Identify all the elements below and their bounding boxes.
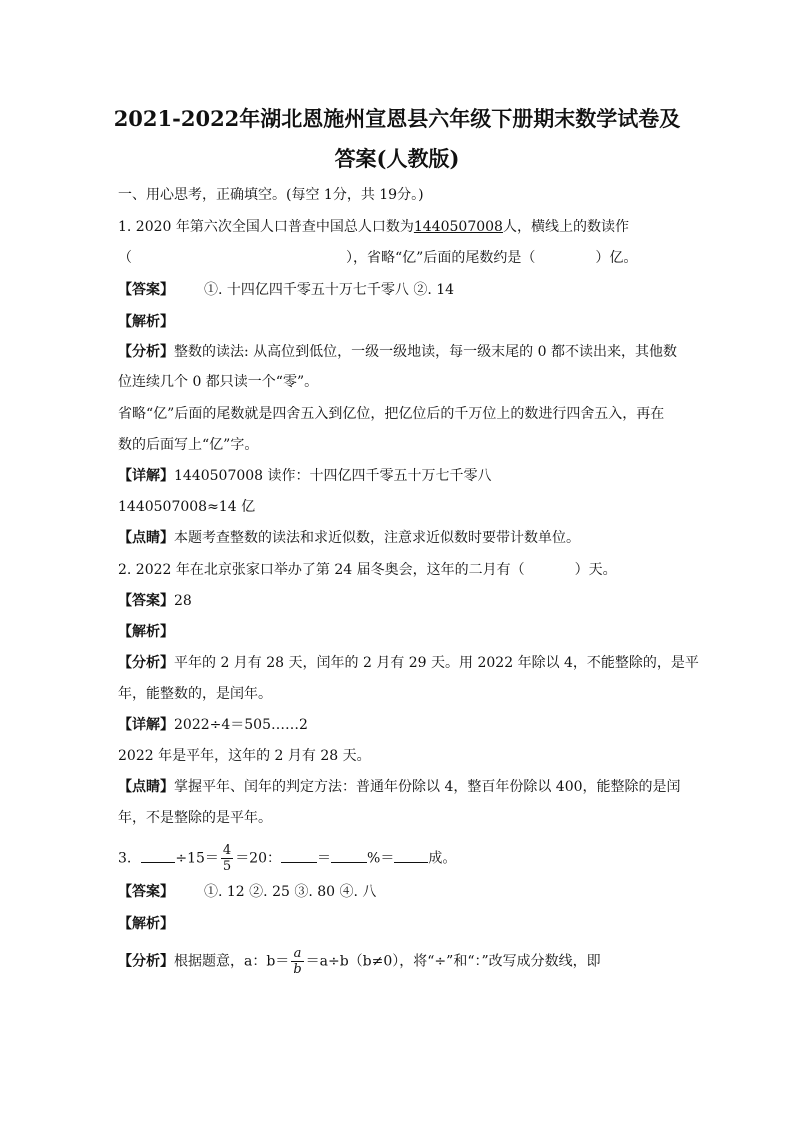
xiangjie-tag: 【详解】 <box>118 468 174 484</box>
fenxi-tag: 【分析】 <box>118 953 174 970</box>
q1-omit-text: ），省略“亿”后面的尾数约是（ <box>346 250 536 266</box>
q1-fenxi-3: 省略“亿”后面的尾数就是四舍五入到亿位，把亿位后的千万位上的数进行四舍五入，再在 <box>118 406 665 422</box>
xiangjie-tag: 【详解】 <box>118 717 174 733</box>
q1-stem-b: 人，横线上的数读作 <box>502 219 629 235</box>
q1-number: 1440507008 <box>413 219 503 235</box>
q2-stem-text: 2. 2022 年在北京张家口举办了第 24 届冬奥会，这年的二月有（ <box>118 562 525 578</box>
q3-frac-den: 5 <box>222 859 232 874</box>
q2-stem-end: ）天。 <box>574 562 617 578</box>
q3-blank-3 <box>331 848 367 863</box>
q3-pct: %＝ <box>367 850 395 867</box>
q1-fenxi-1 <box>118 342 677 362</box>
q2-xiangjie-text-1: 2022÷4＝505……2 <box>174 717 308 733</box>
q3-frac-num: 4 <box>222 843 232 858</box>
q1-paren-open: （ <box>118 250 132 266</box>
q3-cheng: 成。 <box>428 850 457 867</box>
q1-dianjing <box>118 528 580 548</box>
q3-fenxi-b: ＝a÷b（b≠0），将“÷”和“：”改写成分数线，即 <box>305 953 601 970</box>
q1-blanks <box>118 248 637 268</box>
q1-dianjing-text: 本题考查整数的读法和求近似数，注意求近似数时要带计数单位。 <box>174 530 580 546</box>
doc-title-line1: 2021-2022年湖北恩施州宣恩县六年级下册期末数学试卷及 <box>113 106 681 131</box>
q3-div15: ÷15＝ <box>175 850 219 867</box>
q1-stem-a: 1. 2020 年第六次全国人口普查中国总人口数为 <box>118 219 414 235</box>
dianjing-tag: 【点睛】 <box>118 779 174 795</box>
q2-fenxi-2: 年，能整数的，是闰年。 <box>118 686 272 702</box>
q1-answer <box>118 280 454 300</box>
q3-answer-text: ①. 12 ②. 25 ③. 80 ④. 八 <box>204 884 377 900</box>
q3-fraction <box>221 843 233 874</box>
q2-xiangjie-2: 2022 年是平年，这年的 2 月有 28 天。 <box>118 748 371 764</box>
q2-answer <box>118 591 192 611</box>
q3-blank-2 <box>281 848 317 863</box>
q2-stem <box>118 560 617 580</box>
q1-fenxi-4: 数的后面写上“亿”字。 <box>118 437 259 453</box>
q3-answer <box>118 882 376 902</box>
section-heading: 一、用心思考，正确填空。(每空 1分，共 19分。) <box>118 187 424 203</box>
dianjing-tag: 【点睛】 <box>118 530 174 546</box>
q1-answer-text: ①. 十四亿四千零五十万七千零八 ②. 14 <box>204 282 455 298</box>
q3-eq: ＝ <box>317 850 332 867</box>
q2-xiangjie-1 <box>118 715 308 735</box>
jiexi-tag: 【解析】 <box>118 916 174 932</box>
fenxi-tag: 【分析】 <box>118 344 174 360</box>
q2-fenxi-1 <box>118 653 699 673</box>
q3-fenxi-frac-a: a <box>291 946 303 962</box>
q1-xiangjie-text-1: 1440507008 读作：十四亿四千零五十万七千零八 <box>174 468 492 484</box>
answer-tag: 【答案】 <box>118 593 174 609</box>
q3-fenxi-a: 根据题意，a：b＝ <box>174 953 290 970</box>
jiexi-tag: 【解析】 <box>118 624 174 640</box>
q1-xiangjie-1 <box>118 466 492 486</box>
fenxi-tag: 【分析】 <box>118 655 174 671</box>
q2-answer-text: 28 <box>174 593 192 609</box>
answer-tag: 【答案】 <box>118 884 174 900</box>
q3-blank-4 <box>394 848 428 863</box>
jiexi-tag: 【解析】 <box>118 314 174 330</box>
q2-dianjing-1 <box>118 777 681 797</box>
q1-xiangjie-2: 1440507008≈14 亿 <box>118 499 256 515</box>
q3-fenxi-frac-b: b <box>293 962 302 977</box>
q2-dianjing-2: 年，不是整除的是平年。 <box>118 810 272 826</box>
q3-stem <box>118 843 456 874</box>
q3-fenxi <box>118 946 601 977</box>
q1-yi: ）亿。 <box>595 250 638 266</box>
q3-num: 3. <box>118 850 132 867</box>
q2-fenxi-text-1: 平年的 2 月有 28 天，闰年的 2 月有 29 天。用 2022 年除以 4，不能整除的，是平 <box>174 655 699 671</box>
q3-blank-1 <box>141 848 175 863</box>
q3-eq20: ＝20： <box>235 850 282 867</box>
q2-dianjing-text-1: 掌握平年、闰年的判定方法：普通年份除以 4，整百年份除以 400，能整除的是闰 <box>174 779 681 795</box>
q3-fenxi-fraction <box>291 946 303 977</box>
answer-tag: 【答案】 <box>118 282 174 298</box>
q1-stem <box>118 217 629 237</box>
q1-fenxi-text-1: 整数的读法: 从高位到低位，一级一级地读，每一级末尾的 0 都不读出来，其他数 <box>174 344 677 360</box>
doc-title-line2: 答案(人教版) <box>334 146 460 171</box>
q1-fenxi-2: 位连续几个 0 都只读一个“零”。 <box>118 374 319 390</box>
